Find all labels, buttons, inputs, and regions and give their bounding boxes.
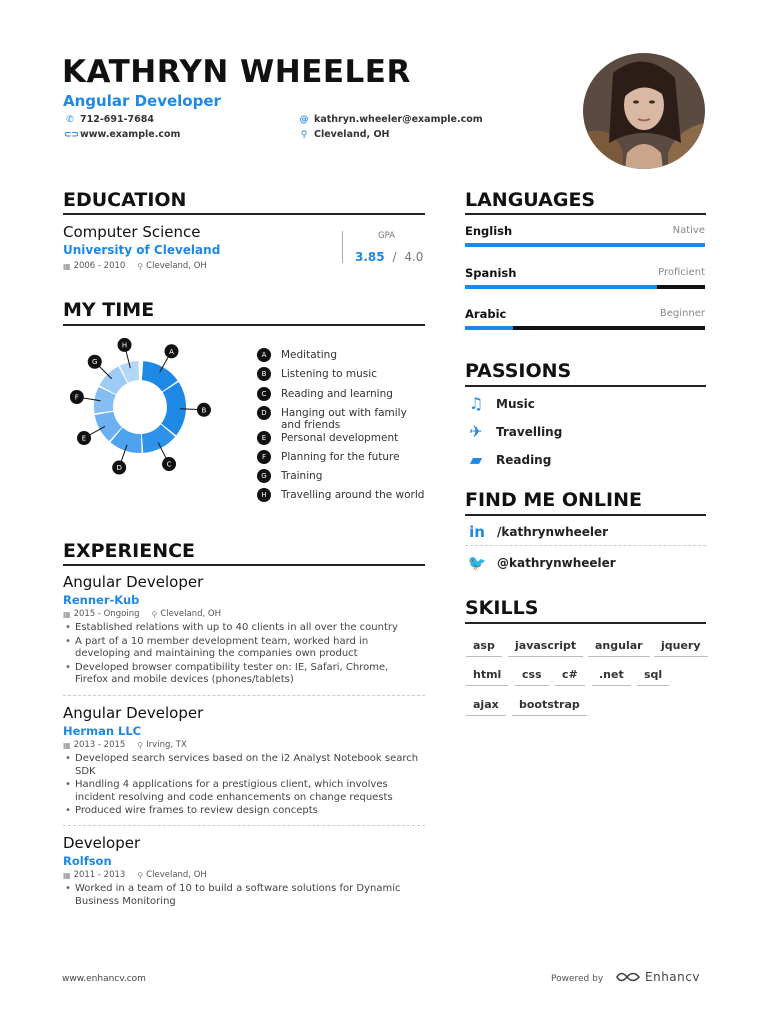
legend-key: B (257, 367, 271, 381)
job-location: Cleveland, OH (160, 609, 221, 619)
skill-tag: asp (466, 639, 502, 657)
job-bullet: • Produced wire frames to review design concepts (63, 805, 423, 818)
social-label[interactable]: /kathrynwheeler (497, 525, 609, 539)
passion-label: Music (496, 396, 535, 411)
company-name: Rolfson (63, 854, 112, 868)
job-divider (63, 695, 425, 696)
my-time-legend (257, 349, 427, 515)
job-entry (63, 834, 423, 908)
donut-marker-label: A (169, 347, 174, 356)
skill-tag: c# (555, 668, 585, 686)
job-dates: 2015 - Ongoing (73, 609, 140, 619)
job-title: Angular Developer (63, 573, 204, 591)
education-rule (63, 213, 425, 215)
language-name: Arabic (465, 307, 507, 321)
legend-key: D (257, 406, 271, 420)
email-info[interactable] (298, 114, 483, 125)
candidate-name: KATHRYN WHEELER (62, 54, 411, 90)
legend-label: Planning for the future (281, 451, 400, 463)
calendar-icon: ▦ (63, 870, 71, 880)
passions-rule (465, 385, 706, 387)
job-meta (63, 870, 423, 880)
legend-item (257, 368, 427, 388)
skill-tag: .net (592, 668, 631, 686)
language-bar-fill (465, 243, 705, 247)
legend-label: Travelling around the world (281, 489, 425, 501)
airplane-icon: ✈ (469, 422, 483, 441)
location-pin-icon: ⚲ (137, 740, 144, 750)
legend-label: Listening to music (281, 368, 377, 380)
skill-tag: bootstrap (512, 698, 587, 716)
job-location: Cleveland, OH (146, 870, 207, 880)
footer-brand[interactable] (615, 969, 700, 985)
legend-label: Personal development (281, 432, 399, 444)
passion-item (466, 450, 551, 469)
legend-key: E (257, 431, 271, 445)
legend-label: Reading and learning (281, 388, 393, 400)
legend-label: Training (281, 470, 323, 482)
legend-key: F (257, 450, 271, 464)
job-bullet: • Developed browser compatibility tester on: IE, Safari, Chrome, Firefox and mobile devices (phones/tablets) (63, 662, 423, 687)
language-name: Spanish (465, 266, 517, 280)
donut-marker-label: C (166, 460, 172, 469)
language-level: Proficient (658, 267, 705, 278)
social-item-twitter[interactable] (466, 554, 616, 572)
location-info (298, 129, 389, 140)
legend-key: G (257, 469, 271, 483)
legend-label: Meditating (281, 349, 338, 361)
passion-item (466, 394, 535, 413)
job-dates: 2013 - 2015 (73, 740, 126, 750)
legend-item (257, 349, 427, 368)
my-time-heading: MY TIME (63, 299, 155, 321)
calendar-icon: ▦ (63, 740, 71, 750)
skill-tag: html (466, 668, 508, 686)
donut-marker-label: E (81, 434, 87, 443)
social-label[interactable]: @kathrynwheeler (497, 556, 616, 570)
donut-marker-label: H (121, 341, 128, 350)
linkedin-icon: in (469, 523, 485, 541)
online-heading: FIND ME ONLINE (465, 489, 642, 511)
book-icon: ▰ (469, 450, 483, 469)
job-location: Irving, TX (146, 740, 187, 750)
legend-item (257, 470, 427, 489)
legend-key: C (257, 387, 271, 401)
skill-tag: css (515, 668, 549, 686)
skill-tag: ajax (466, 698, 506, 716)
location-pin-icon: ⚲ (300, 129, 308, 140)
website-info[interactable] (64, 129, 180, 140)
language-bar (465, 326, 705, 330)
gpa-label: GPA (378, 231, 395, 241)
candidate-role: Angular Developer (63, 92, 221, 110)
online-rule (465, 514, 706, 516)
skills-rule (465, 622, 706, 624)
location-pin-icon: ⚲ (137, 870, 144, 880)
gpa-block (355, 250, 423, 264)
language-bar (465, 243, 705, 247)
job-entry (63, 704, 423, 818)
job-bullet: • A part of a 10 member development team, worked hard in developing and maintaining the companies own product (63, 636, 423, 661)
legend-label: Hanging out with family and friends (281, 407, 407, 431)
education-meta (63, 261, 207, 271)
calendar-icon: ▦ (63, 261, 71, 271)
gpa-sep: / (392, 250, 397, 264)
skill-tag: sql (637, 668, 669, 686)
job-entry (63, 573, 423, 687)
passion-label: Reading (496, 452, 552, 467)
my-time-donut-chart (70, 335, 235, 485)
phone-icon: ✆ (66, 114, 74, 125)
company-name: Herman LLC (63, 724, 142, 738)
skill-tag: javascript (508, 639, 583, 657)
languages-rule (465, 213, 706, 215)
website-text[interactable]: www.example.com (80, 129, 181, 140)
footer-website[interactable]: www.enhancv.com (62, 974, 146, 984)
language-bar-fill (465, 326, 513, 330)
skill-tag: jquery (654, 639, 708, 657)
language-name: English (465, 224, 513, 238)
education-heading: EDUCATION (63, 189, 187, 211)
job-bullet: • Developed search services based on the i2 Analyst Notebook search SDK (63, 753, 423, 778)
passions-heading: PASSIONS (465, 360, 572, 382)
language-level: Native (672, 225, 705, 236)
job-divider (63, 825, 425, 826)
gpa-value: 3.85 (355, 250, 385, 264)
donut-marker-label: B (201, 406, 207, 415)
donut-marker-label: D (116, 464, 122, 473)
passion-item (466, 422, 562, 441)
gpa-divider (342, 231, 343, 263)
music-note-icon: ♫ (468, 394, 484, 413)
legend-key: A (257, 348, 271, 362)
gpa-max: 4.0 (404, 250, 424, 264)
education-location: Cleveland, OH (146, 261, 207, 271)
phone-text: 712-691-7684 (80, 114, 154, 125)
language-bar-fill (465, 285, 657, 289)
donut-marker-label: F (74, 393, 79, 402)
job-dates: 2011 - 2013 (73, 870, 126, 880)
skills-heading: SKILLS (465, 597, 539, 619)
job-bullet: • Handling 4 applications for a prestigious client, which involves incident resolving and code enhancements on change requests (63, 779, 423, 804)
skill-tag: angular (588, 639, 650, 657)
calendar-icon: ▦ (63, 609, 71, 619)
language-bar (465, 285, 705, 289)
job-title: Developer (63, 834, 141, 852)
legend-key: H (257, 488, 271, 502)
job-title: Angular Developer (63, 704, 204, 722)
job-bullet: • Worked in a team of 10 to build a software solutions for Dynamic Business Monitoring (63, 883, 423, 908)
passion-label: Travelling (496, 424, 563, 439)
legend-item (257, 407, 427, 432)
experience-rule (63, 564, 425, 566)
email-text[interactable]: kathryn.wheeler@example.com (314, 114, 483, 125)
phone-info (64, 114, 154, 125)
social-divider (465, 545, 706, 546)
footer-powered: Powered by (551, 974, 604, 984)
at-icon: @ (299, 114, 309, 125)
location-pin-icon: ⚲ (137, 261, 144, 271)
profile-photo (583, 53, 705, 169)
brand-name[interactable]: Enhancv (645, 970, 700, 984)
social-item-linkedin[interactable] (466, 523, 608, 541)
language-level: Beginner (659, 308, 705, 319)
link-icon: ⊂⊃ (64, 129, 80, 140)
languages-heading: LANGUAGES (465, 189, 596, 211)
legend-item (257, 489, 427, 515)
job-meta (63, 609, 423, 619)
legend-item (257, 432, 427, 451)
education-dates: 2006 - 2010 (73, 261, 126, 271)
twitter-icon: 🐦 (467, 554, 487, 572)
experience-heading: EXPERIENCE (63, 540, 196, 562)
my-time-rule (63, 324, 425, 326)
location-text: Cleveland, OH (314, 129, 390, 140)
enhancv-logo-icon (615, 969, 641, 985)
school-name: University of Cleveland (63, 243, 221, 257)
donut-marker-label: G (92, 358, 98, 367)
job-bullet: • Established relations with up to 40 clients in all over the country (63, 622, 423, 635)
degree: Computer Science (63, 223, 201, 241)
legend-item (257, 388, 427, 407)
job-meta (63, 740, 423, 750)
legend-item (257, 451, 427, 470)
company-name: Renner-Kub (63, 593, 140, 607)
location-pin-icon: ⚲ (151, 609, 158, 619)
